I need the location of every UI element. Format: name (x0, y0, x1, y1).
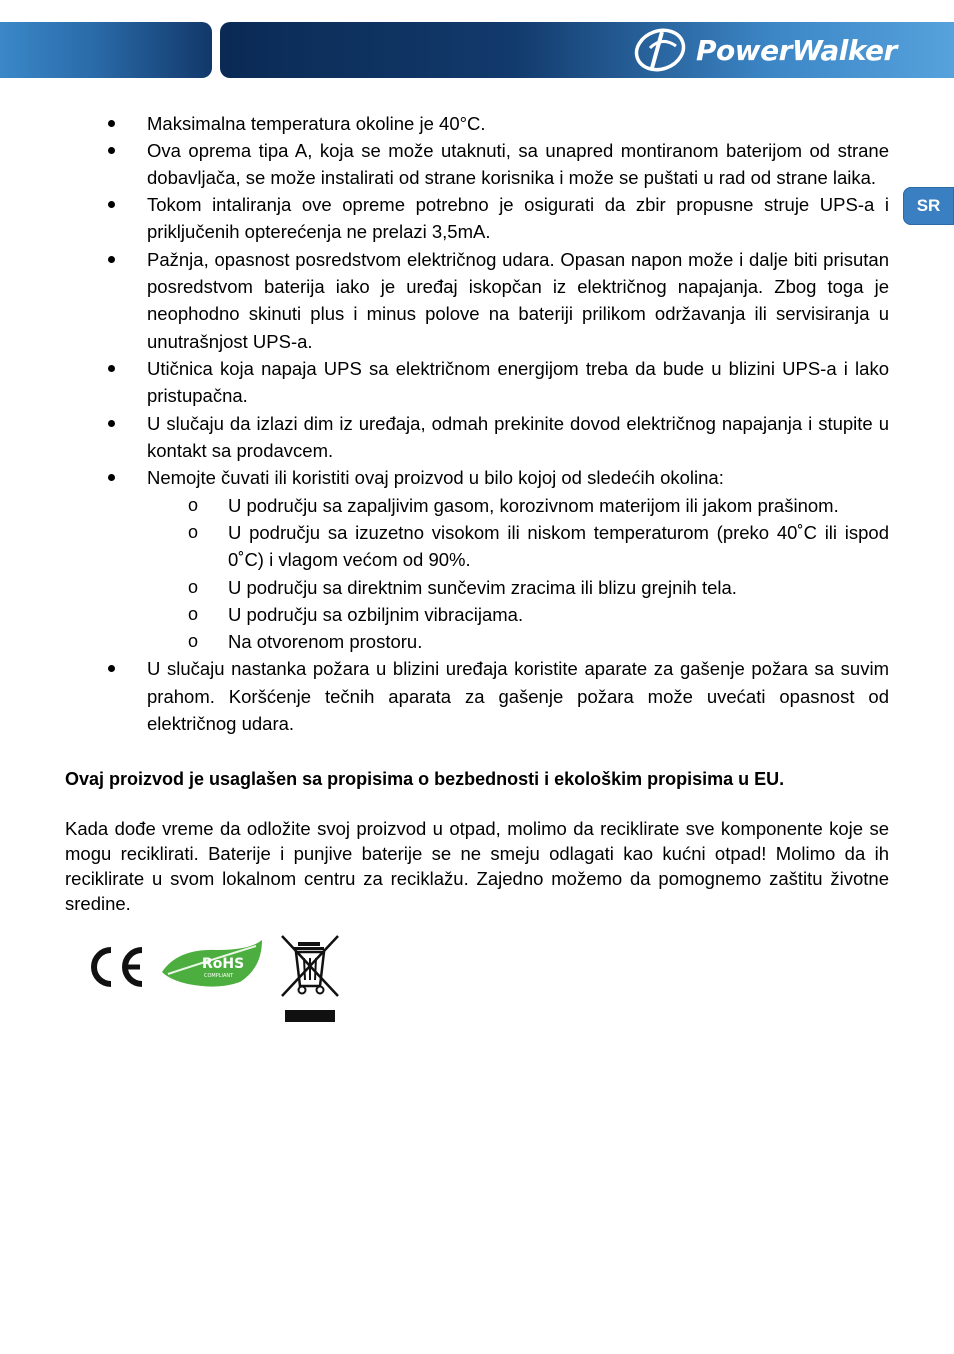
bullet-3-line-2: priključenih opterećenja ne prelazi 3,5mA. (147, 221, 491, 242)
ce-mark-icon (84, 942, 150, 992)
rohs-compliant-icon (158, 938, 266, 990)
bullet-icon (108, 120, 115, 127)
bullet-icon (108, 420, 115, 427)
bullet-5-line-2: pristupačna. (147, 385, 248, 406)
sub-item-4-line-1: U području sa ozbiljnim vibracijama. (228, 604, 524, 625)
recycle-line-2: mogu reciklirati. Baterije i punjive baterije se ne smeju odlagati kao kućni otpad! Molimo da ih (65, 843, 889, 864)
brand-logo (632, 26, 897, 74)
bullet-icon (108, 365, 115, 372)
rohs-subtext: COMPLIANT (204, 973, 234, 979)
bullet-icon (108, 147, 115, 154)
bullet-icon (108, 474, 115, 481)
sub-item-5-line-1: Na otvorenom prostoru. (228, 631, 423, 652)
bullet-4-line-3: neophodno skinuti plus i minus polove na bateriji prilikom održavanja ili servisiranja u (147, 303, 889, 324)
last-bullet-line-1: U slučaju nastanka požara u blizini uređaja koristite aparate za gašenje požara sa suvim (147, 658, 889, 679)
sub-bullet-icon: o (188, 522, 199, 542)
sub-bullet-icon: o (188, 604, 199, 624)
sub-item-1-line-1: U području sa zapaljivim gasom, korozivnom materijom ili jakom prašinom. (228, 495, 839, 516)
recycle-line-3: reciklirate u svom lokalnom centru za reciklažu. Zajedno možemo da pomognemo zaštitu životne (65, 868, 889, 889)
sub-bullet-icon: o (188, 495, 199, 515)
weee-crossed-bin-icon (280, 934, 342, 1026)
bullet-2-line-2: dobavljača, se može instalirati od strane korisnika i može se puštati u rad od strane laika. (147, 167, 877, 188)
last-bullet-line-2: prahom. Koršćenje tečnih aparata za gašenje požara može uvećati opasnost od (147, 686, 889, 707)
sub-item-2-line-1: U području sa izuzetno visokom ili niskom temperaturom (preko 40˚C ili ispod (228, 522, 889, 543)
recycle-line-1: Kada dođe vreme da odložite svoj proizvod u otpad, molimo da reciklirate sve komponente koje se (65, 818, 889, 839)
bullet-4-line-1: Pažnja, opasnost posredstvom električnog udara. Opasan napon može i dalje biti prisutan (147, 249, 889, 270)
sub-item-2-line-2: 0˚C) i vlagom većom od 90%. (228, 549, 471, 570)
bullet-icon (108, 201, 115, 208)
header-left-bar (0, 22, 212, 78)
recycle-line-4: sredine. (65, 893, 131, 914)
last-bullet-line-3: električnog udara. (147, 713, 295, 734)
bullet-7-line-1: Nemojte čuvati ili koristiti ovaj proizvod u bilo kojoj od sledećih okolina: (147, 467, 724, 488)
bullet-4-line-2: posredstvom baterija iako je uređaj iskopčan iz električnog napajanja. Zbog toga je (147, 276, 889, 297)
compliance-heading: Ovaj proizvod je usaglašen sa propisima o bezbednosti i ekološkim propisima u EU. (65, 769, 785, 789)
bullet-5-line-1: Utičnica koja napaja UPS sa električnom energijom treba da bude u blizini UPS-a i lako (147, 358, 889, 379)
sub-bullet-icon: o (188, 577, 199, 597)
sub-item-3-line-1: U području sa direktnim sunčevim zracima ili blizu grejnih tela. (228, 577, 737, 598)
bullet-4-line-4: unutrašnjost UPS-a. (147, 331, 313, 352)
bullet-6-line-2: kontakt sa prodavcem. (147, 440, 334, 461)
bullet-6-line-1: U slučaju da izlazi dim iz uređaja, odmah prekinite dovod električnog napajanja i stupite u (147, 413, 889, 434)
bullet-1-line-1: Maksimalna temperatura okoline je 40°C. (147, 113, 486, 134)
brand-name: PowerWalker (696, 33, 897, 67)
bullet-2-line-1: Ova oprema tipa A, koja se može utaknuti, sa unapred montiranom baterijom od strane (147, 140, 889, 161)
bullet-icon (108, 256, 115, 263)
powerwalker-logo-icon (632, 26, 692, 74)
language-tab[interactable]: SR (903, 187, 954, 225)
rohs-text: RoHS (202, 956, 245, 972)
bullet-icon (108, 665, 115, 672)
sub-bullet-icon: o (188, 631, 199, 651)
bullet-3-line-1: Tokom intaliranja ove opreme potrebno je osigurati da zbir propusne struje UPS-a i (147, 194, 889, 215)
